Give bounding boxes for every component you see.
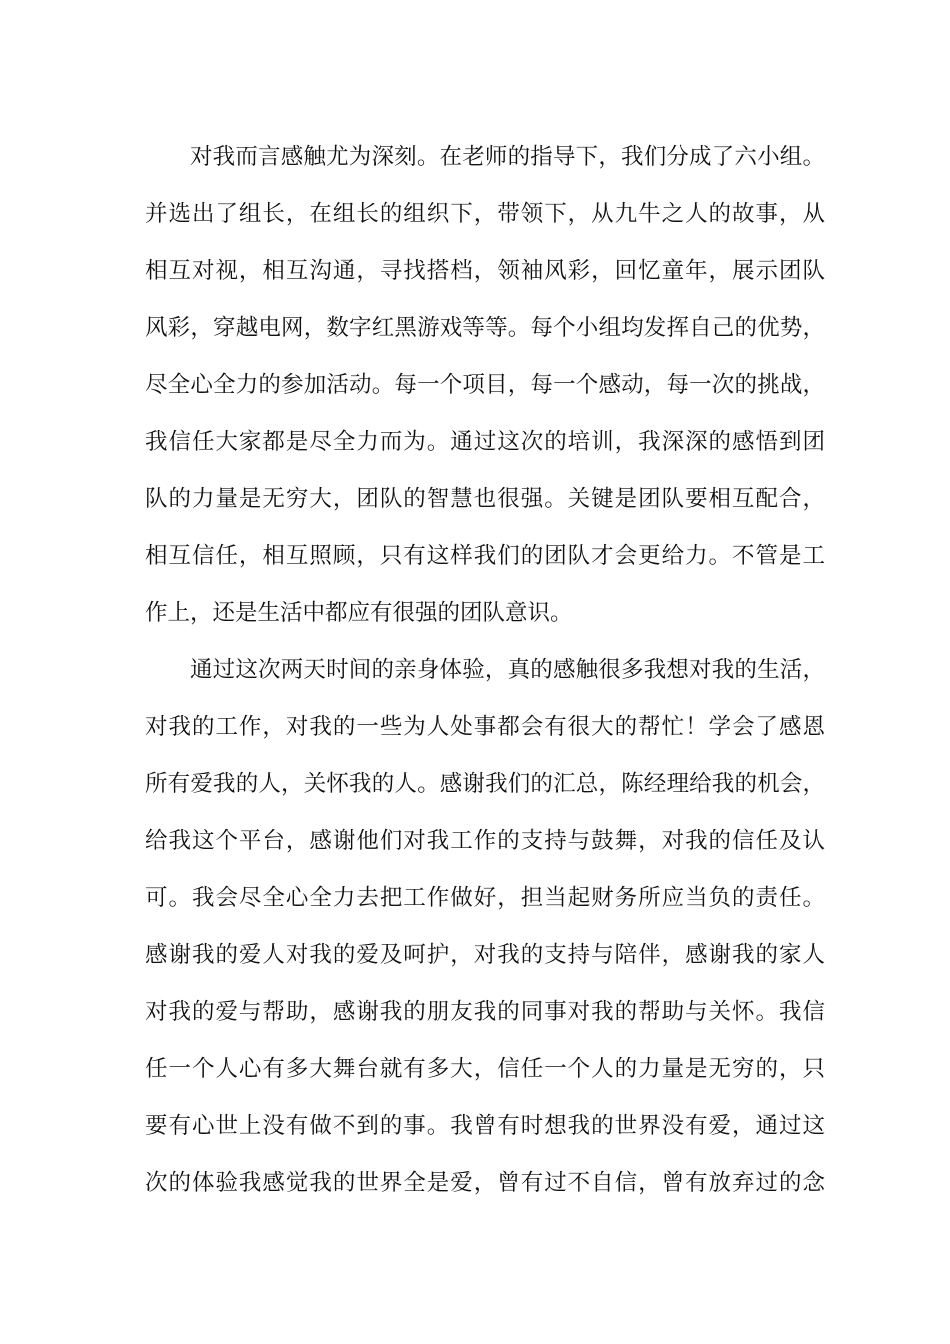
text-line: 可。我会尽全心全力去把工作做好，担当起财务所应当负的责任。 <box>145 885 825 911</box>
text-line: 感谢我的爱人对我的爱及呵护，对我的支持与陪伴，感谢我的家人 <box>145 942 825 968</box>
text-line: 作上，还是生活中都应有很强的团队意识。 <box>145 600 573 626</box>
text-line: 通过这次两天时间的亲身体验，真的感触很多我想对我的生活， <box>190 657 825 683</box>
text-line: 相互对视，相互沟通，寻找搭档，领袖风彩，回忆童年，展示团队 <box>145 258 825 284</box>
text-line: 任一个人心有多大舞台就有多大，信任一个人的力量是无穷的，只 <box>145 1056 825 1082</box>
text-line: 要有心世上没有做不到的事。我曾有时想我的世界没有爱，通过这 <box>145 1113 825 1139</box>
text-line: 并选出了组长，在组长的组织下，带领下，从九牛之人的故事，从 <box>145 201 825 227</box>
body-text <box>145 129 825 1212</box>
text-line: 尽全心全力的参加活动。每一个项目，每一个感动，每一次的挑战， <box>145 372 825 398</box>
text-line: 次的体验我感觉我的世界全是爱，曾有过不自信，曾有放弃过的念 <box>145 1170 825 1196</box>
text-line: 对我而言感触尤为深刻。在老师的指导下，我们分成了六小组。 <box>190 144 825 170</box>
text-line: 对我的爱与帮助，感谢我的朋友我的同事对我的帮助与关怀。我信 <box>145 999 825 1025</box>
text-line: 给我这个平台，感谢他们对我工作的支持与鼓舞，对我的信任及认 <box>145 828 825 854</box>
text-line: 相互信任，相互照顾，只有这样我们的团队才会更给力。不管是工 <box>145 543 825 569</box>
text-line: 风彩，穿越电网，数字红黑游戏等等。每个小组均发挥自己的优势， <box>145 315 825 341</box>
text-line: 我信任大家都是尽全力而为。通过这次的培训，我深深的感悟到团 <box>145 429 825 455</box>
text-line: 队的力量是无穷大，团队的智慧也很强。关键是团队要相互配合， <box>145 486 825 512</box>
text-line: 所有爱我的人，关怀我的人。感谢我们的汇总，陈经理给我的机会， <box>145 771 825 797</box>
text-line: 对我的工作，对我的一些为人处事都会有很大的帮忙！学会了感恩 <box>145 714 825 740</box>
